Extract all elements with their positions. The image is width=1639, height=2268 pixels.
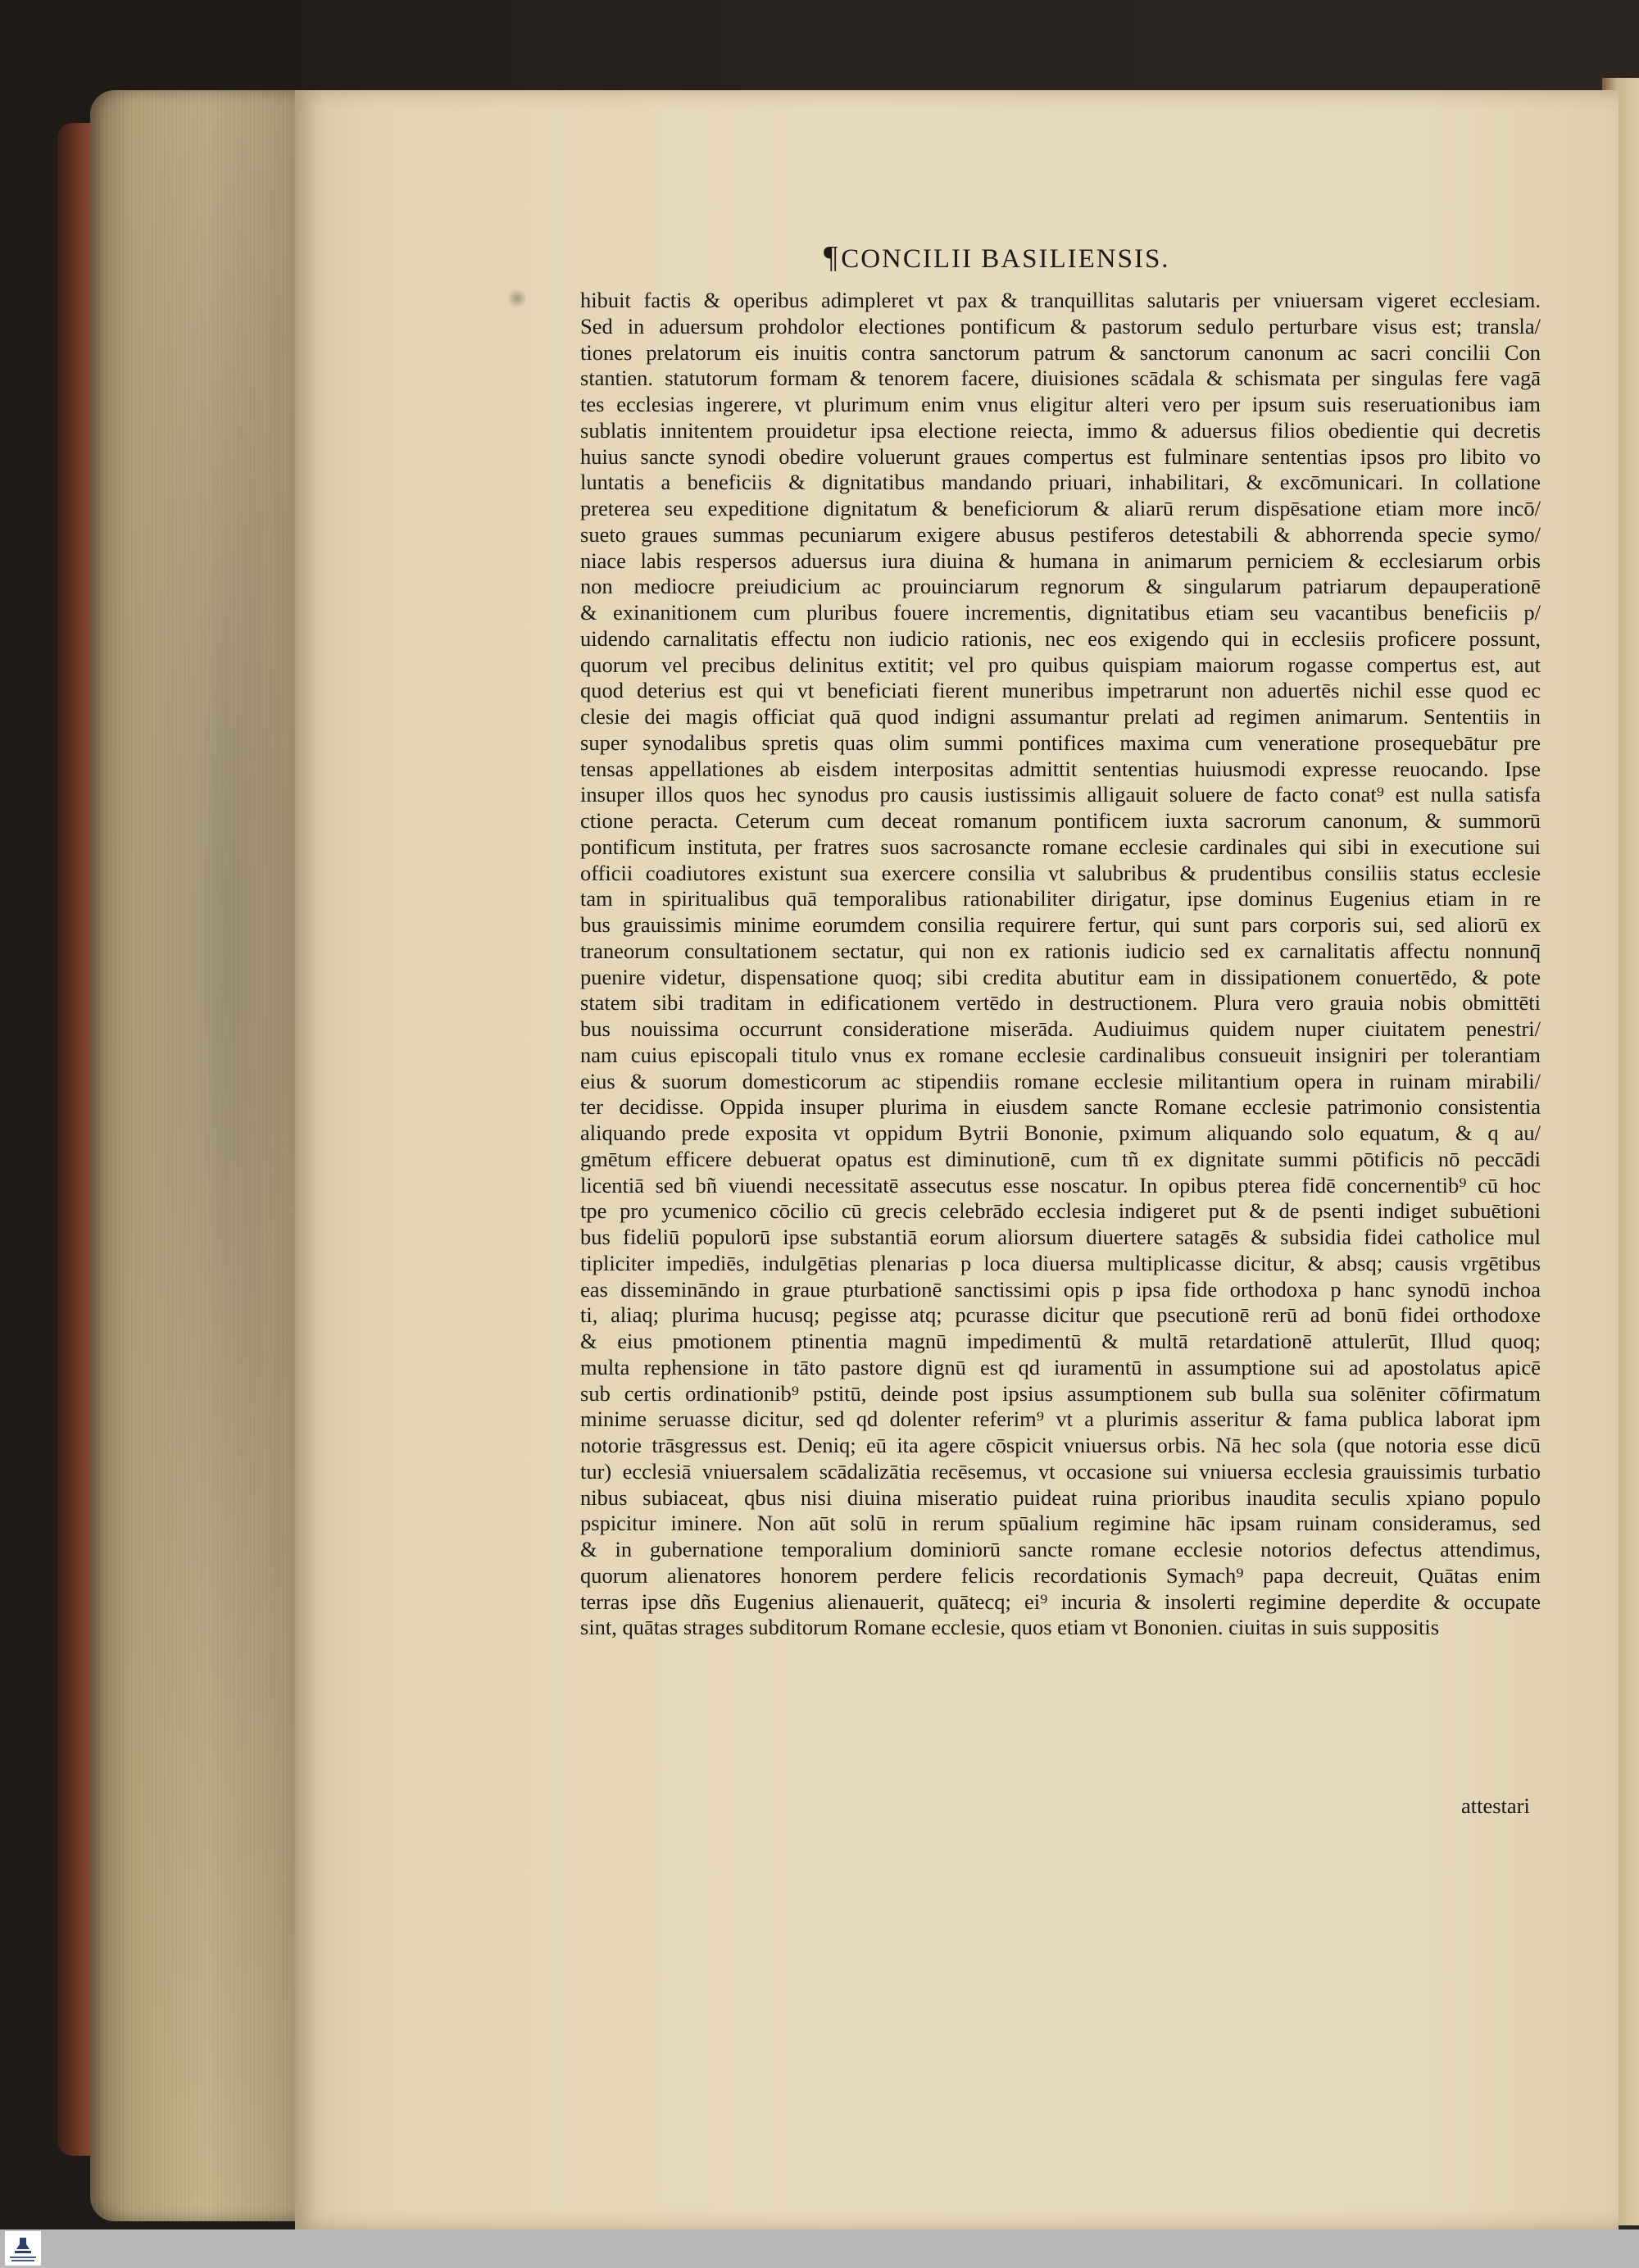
text-line: tipliciter impediēs, indulgētias plenarias p loca diuersa multiplicasse dicitur, & absq; causis vrgētibus [580,1250,1541,1275]
text-line: bus nouissima occurrunt consideratione miserāda. Audiuimus quidem nuper ciuitatem penestri/ [580,1016,1541,1041]
text-line: insuper illos quos hec synodus pro causis iustissimis alligauit soluere de facto conat⁹ est nulla satisfa [580,782,1541,807]
text-line: & eius pmotionem ptinentia magnū impedimentū & multā retardationē attulerūt, Illud quoq; [580,1329,1541,1353]
text-line: officii coadiutores existunt sua exercere consilia vt salubribus & prudentibus consiliis status ecclesie [580,860,1541,885]
paragraph-mark: ¶ [824,240,840,275]
body-text [580,288,1541,1641]
text-line: tes ecclesias ingerere, vt plurimum enim vnus eligitur alteri vero per ipsum suis reseruationibus iam [580,392,1541,416]
viewer-bottom-bar [0,2229,1639,2268]
text-line: ti, aliaq; plurima hucusq; pegisse atq; pcurasse dicitur que psecutionē rerū ad bonū fidei orthodoxe [580,1302,1541,1328]
text-line: huius sancte synodi obedire voluerunt graues compertus est fulminare sententias ipsos pro libito vo [580,443,1541,469]
text-line: traneorum consultationem sectatur, qui non ex rationis iudicio sed ex carnalitatis affectu nonnunq̄ [580,938,1541,963]
text-line: tam in spiritualibus quā temporalibus rationabiliter dirigatur, ipse dominus Eugenius etiam in re [580,886,1541,911]
text-line: licentiā sed bñ viuendi necessitatē assecutus esse noscatur. In opibus pterea fidē concernentib⁹ cū hoc [580,1172,1541,1198]
library-logo-icon [5,2231,41,2266]
text-line: aliquando prede exposita vt oppidum Bytrii Bononie, pximum aliquando solo equatum, & q au/ [580,1120,1541,1145]
text-line: niace labis respersos aduersus iura diuina & humana in animarum perniciem & ecclesiarum orbis [580,548,1541,573]
text-line: tur) ecclesiā vniuersalem scādalizātia recēsemus, vt occasione sui vniuersa ecclesia grauissimis turbatio [580,1458,1541,1484]
text-line: sueto graues summas pecuniarum exigere abusus pestiferos detestabili & abhorrenda specie symo/ [580,521,1541,547]
text-line: luntatis a beneficiis & dignitatibus mandando priuari, inhabilitari, & excōmunicari. In collatione [580,470,1541,495]
text-line: sublatis innitentem prouidetur ipsa electione reiecta, immo & aduersus filios obedientie qui decretis [580,417,1541,443]
text-line: nam cuius episcopali titulo vnus ex romane ecclesie cardinalibus consueuit insigniri per tolerantiam [580,1042,1541,1067]
page-block-edges [90,90,303,2221]
running-head-text: CONCILII BASILIENSIS. [841,244,1170,274]
text-line: sint, quātas strages subditorum Romane ecclesie, quos etiam vt Bononien. ciuitas in suis suppositis [580,1615,1440,1640]
text-line: bus fideliū populorū ipse substantiā eorum aliorsum diuertere satagēs & subsidia fidei catholice mul [580,1225,1541,1249]
text-line: terras ipse dñs Eugenius alienauerit, quātecq; ei⁹ incuria & insolerti regimine deperdite & occupate [580,1589,1541,1614]
running-head [824,239,1170,275]
text-line: tiones prelatorum eis inuitis contra sanctorum patrum & sanctorum canonum ac sacri concilii Con [580,339,1541,365]
text-line: uidendo carnalitatis effectu non iudicio rationis, nec eos exigendo qui in ecclesiis proficere possunt, [580,625,1541,651]
text-line: ctione peracta. Ceterum cum deceat romanum pontificem iuxta sacrorum canonum, & summorū [580,808,1541,833]
text-line: non mediocre preiudicium ac prouinciarum regnorum & singularum patriarum depauperationē [580,574,1541,599]
text-line: statem sibi traditam in edificationem vertēdo in destructionem. Plura vero grauia nobis obmittēti [580,990,1541,1016]
text-line: & in gubernatione temporalium dominiorū sancte romane ecclesie notorios defectus attendimus, [580,1537,1541,1561]
text-line: minime seruasse dicitur, sed qd dolenter referim⁹ vt a plurimis asseritur & fama publica laborat ipm [580,1407,1541,1432]
text-line: & exinanitionem cum pluribus fouere incrementis, dignitatibus etiam seu vacantibus beneficiis p/ [580,600,1541,625]
text-line: tpe pro ycumenico cōcilio cū grecis celebrādo ecclesia indigeret put & de psenti indiget subuētioni [580,1198,1541,1224]
text-line: clesie dei magis officiat quā quod indigni assumantur prelati ad regimen animarum. Sententiis in [580,704,1541,729]
text-line: nibus subiaceat, qbus nisi diuina miseratio puideat ruina prioribus inaudita seculis xpiano populo [580,1484,1541,1510]
text-line: hibuit factis & operibus adimpleret vt pax & tranquillitas salutaris per vniuersam vigeret ecclesiam. [580,288,1541,312]
text-line: pontificum instituta, per fratres suos sacrosancte romane ecclesie cardinales qui sibi in executione sui [580,834,1541,859]
text-line: multa rephensione in tāto pastore dignū est qd iuramentū in assumptione sui ad apostolatus apicē [580,1354,1541,1379]
text-line: tensas appellationes ab eisdem interpositas admittit sententias huiusmodi expresse reuocando. Ipse [580,756,1541,781]
text-line: quorum alienatores honorem perdere felicis recordationis Symach⁹ papa decreuit, Quātas enim [580,1562,1541,1588]
text-line: eius & suorum domesticorum ac stipendiis romane ecclesie militantium opera in ruinam mirabili/ [580,1068,1541,1093]
catchword: attestari [1461,1793,1530,1818]
text-line: gmētum efficere debuerat opatus est diminutionē, cum tñ ex dignitate summi pōtificis nō peccādi [580,1146,1541,1171]
text-line: quorum vel precibus delinitus extitit; vel pro quibus quispiam maiorum rogasse compertus est, aut [580,652,1541,677]
text-line: eas dissemināndo in graue pturbationē sanctissimi opis p ipsa fide orthodoxa p hanc synodū inchoa [580,1276,1541,1302]
text-line: notorie trāsgressus est. Deniq; eū ita agere cōspicit vniuersus orbis. Nā hec sola (que notoria esse dicū [580,1433,1541,1457]
text-line: Sed in aduersum prohdolor electiones pontificum & pastorum sedulo perturbare visus est; transla/ [580,313,1541,339]
margin-ink-speck [508,287,526,310]
text-line: bus grauissimis minime eorumdem consilia requirere fertur, qui sunt pars corporis sui, sed aliorū ex [580,912,1541,937]
text-line: sub certis ordinationib⁹ pstitū, deinde post ipsius assumptionem sub bulla sua solēniter cōfirmatum [580,1380,1541,1406]
text-line: preterea seu expeditione dignitatum & beneficiorum & aliarū rerum dispēsatione etiam more incō/ [580,496,1541,520]
text-line: pspicitur iminere. Non aūt solū in rerum spūalium regimine hāc ipsam ruinam consideramus, sed [580,1511,1541,1536]
text-line: super synodalibus spretis quas olim summi pontifices maxima cum veneratione prosequebātur pre [580,729,1541,755]
text-line: quod deterius est qui vt beneficiati fierent muneribus impetrarunt non aduertēs nichil esse quod ec [580,678,1541,703]
text-line: stantien. statutorum formam & tenorem facere, diuisiones scādala & schismata per singulas fere vagā [580,366,1541,391]
text-line: puenire videtur, dispensatione quoq; sibi credita abutitur eam in dissipationem conuertēdo, & pote [580,964,1541,989]
text-line: ter decidisse. Oppida insuper plurima in eiusdem sancte Romane ecclesie patrimonio consistentia [580,1094,1541,1120]
